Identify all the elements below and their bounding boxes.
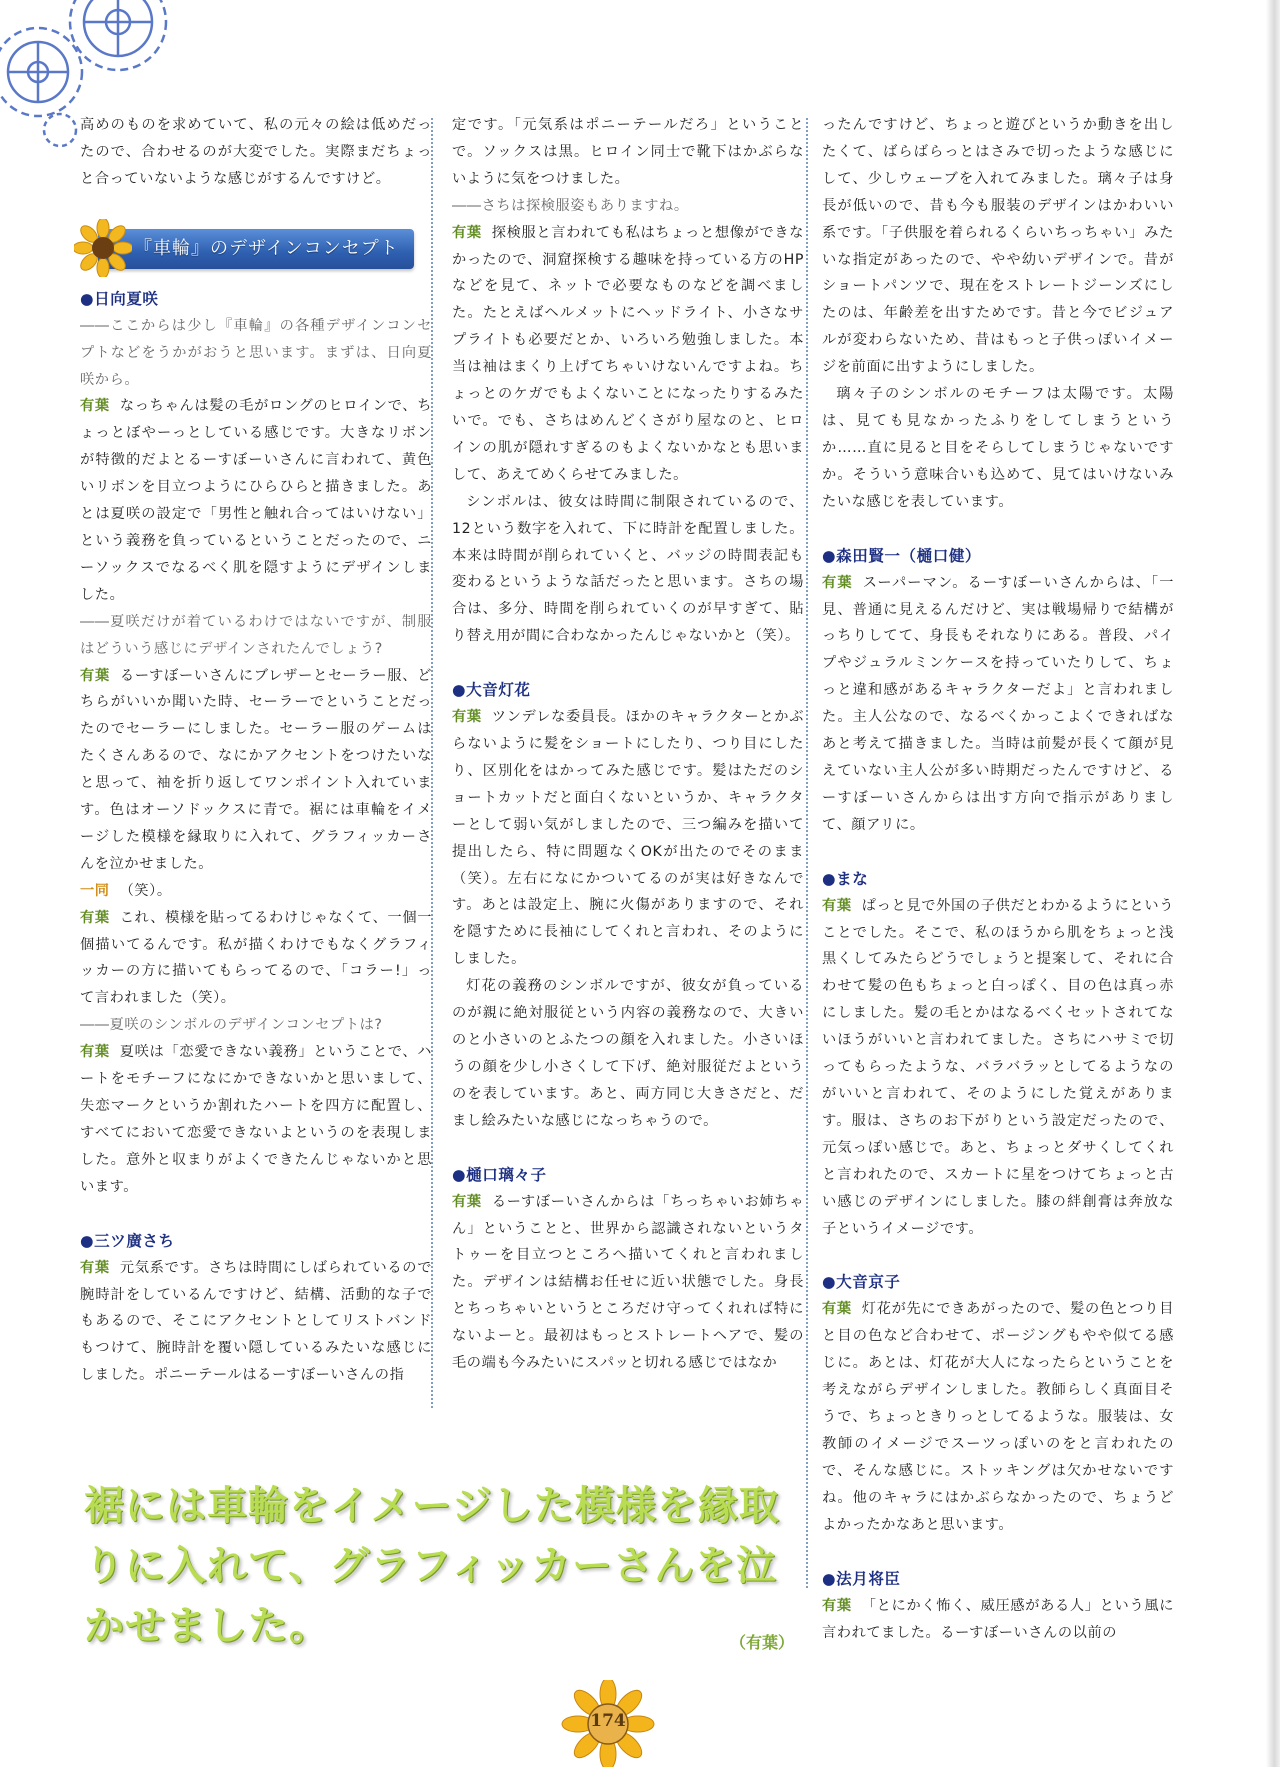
character-heading: ●森田賢一（樋口健） — [822, 546, 982, 565]
interviewer-question: ――さちは探検服姿もありますね。 — [452, 197, 689, 214]
section-title: 『車輪』のデザインコンセプト — [134, 237, 399, 259]
speaker-label: 一同 — [80, 882, 110, 899]
answer-paragraph: 定です。「元気系はポニーテールだろ」ということで。ソックスは黒。ヒロイン同士で靴下はかぶらないように気をつけました。 — [452, 117, 804, 187]
interviewer-question: ――夏咲のシンボルのデザインコンセプトは? — [80, 1017, 383, 1034]
speaker-label: 有葉 — [822, 574, 853, 591]
body-paragraph: シンボルは、彼女は時間に制限されているので、12という数字を入れて、下に時計を配置しました。本来は時間が削られていくと、バッジの時間表記も変わるというような話だったと思います。さちの場合は、多分、時間を削られていくのが早すぎて、貼り替え用が間に合わなかったんじゃないかと（笑）。 — [452, 493, 804, 645]
speaker-label: 有葉 — [822, 897, 852, 914]
speaker-label: 有葉 — [80, 1259, 110, 1276]
column-1 — [80, 112, 432, 1389]
answer-paragraph: 有葉 灯花が先にできあがったので、髪の色とつり目と目の色など合わせて、ポージングもやや似てる感じに。あとは、灯花が大人になったらということを考えながらデザインしました。教師らしく真面目そうで、ちょっときりっとしてるような。服装は、女教師のイメージでスーツっぽいのをと言われたので、そんな感じに。ストッキングは欠かせないですね。他のキャラにはかぶらなかったので、ちょうどよかったかなあと思います。 — [822, 1301, 1174, 1533]
page-edge — [1266, 0, 1280, 1767]
answer-paragraph: 一同 （笑）。 — [80, 882, 172, 899]
interviewer-question: ――夏咲だけが着ているわけではないですが、制服はどういう感じにデザインされたんでしょう? — [80, 613, 432, 657]
speaker-label: 有葉 — [80, 398, 110, 415]
answer-paragraph: 有葉 なっちゃんは髪の毛がロングのヒロインで、ちょっとぼやーっとしている感じです。大きなリボンが特徴的だよとるーすぼーいさんに言われて、黄色いリボンを目立つようにひらひらと描きました。あとは夏咲の設定で「男性と触れ合ってはいけない」という義務を負っているということだったので、ニーソックスでなるべく肌を隠すようにデザインしました。 — [80, 398, 433, 603]
speaker-label: 有葉 — [452, 224, 482, 241]
interviewer-question: ――ここからは少し『車輪』の各種デザインコンセプトなどをうかがおうと思います。まずは、日向夏咲から。 — [80, 317, 432, 388]
character-heading: ●まな — [822, 869, 869, 888]
pull-quote-speaker: （有葉） — [730, 1633, 795, 1652]
character-heading: ●法月将臣 — [822, 1569, 901, 1588]
page-number: 174 — [590, 1711, 626, 1731]
character-heading: ●樋口璃々子 — [452, 1165, 547, 1184]
answer-paragraph: 有葉 これ、模様を貼ってるわけじゃなくて、一個一個描いてるんです。私が描くわけでもなくグラフィッカーの方に描いてもらってるので、「コラー!」って言われました（笑）。 — [80, 909, 433, 1007]
speaker-label: 有葉 — [822, 1597, 852, 1614]
column-divider — [806, 118, 808, 1588]
answer-paragraph: ったんですけど、ちょっと遊びというか動きを出したくて、ばらばらっとはさみで切ったような感じにして、少しウェーブを入れてみました。璃々子は身長が低いので、昔も今も服装のデザインはかわいい系です。「子供服を着られるくらいちっちゃい」みたいな指定があったので、やや幼いデザインで。昔がショートパンツで、現在をストレートジーンズにしたのは、年齢差を出すためです。昔と今でビジュアルが変わらないため、昔はもっと子供っぽいイメージを前面に出すようにしました。 — [822, 117, 1174, 376]
speaker-label: 有葉 — [452, 709, 482, 726]
answer-paragraph: 有葉 探検服と言われても私はちょっと想像ができなかったので、洞窟探検する趣味を持っている方のHPなどを見て、ネットで必要なものなどを調べました。たとえばヘルメットにヘッドライト、小さなサプライトも必要だとか、いろいろ勉強しました。本当は袖はまくり上げてちゃいけないんですよね。ちょっとのケガでもよくないことになったりするみたいで。でも、さちはめんどくさがり屋なのと、ヒロインの肌が隠れすぎるのもよくないかなとも思いまして、あえてめくらせてみました。 — [452, 224, 804, 483]
answer-paragraph: 有葉 「とにかく怖く、威圧感がある人」という風に言われてました。るーすぼーいさんの以前の — [822, 1597, 1174, 1641]
speaker-label: 有葉 — [80, 909, 110, 926]
section-banner — [74, 219, 414, 275]
answer-paragraph: 有葉 夏咲は「恋愛できない義務」ということで、ハートをモチーフになにかできないかと思いまして、失恋マークというか割れたハートを四方に配置し、すべてにおいて恋愛できないよというのを表現しました。意外と収まりがよくできたんじゃないかと思います。 — [80, 1044, 432, 1195]
speaker-label: 有葉 — [822, 1301, 852, 1318]
pull-quote: 裾には車輪をイメージした模様を縁取りに入れて、グラフィッカーさんを泣かせました。 — [84, 1483, 780, 1649]
body-paragraph: 璃々子のシンボルのモチーフは太陽です。太陽は、見ても見なかったふりをしてしまうというか……直に見ると目をそらしてしまうじゃないですか。そういう意味合いも込めて、見てはいけないみたいな感じを表しています。 — [822, 386, 1174, 510]
character-heading: ●日向夏咲 — [80, 289, 159, 308]
answer-paragraph: 有葉 るーすぼーいさんからは「ちっちゃいお姉ちゃん」ということと、世界から認識されないというタトゥーを目立つところへ描いてくれと言われました。デザインは結構お任せに近い状態でした。身長とちっちゃいというところだけ守ってくれれば特にないよーと。最初はもっとストレートヘアで、髪の毛の端も今みたいにスパッと切れる感じではなか — [452, 1193, 804, 1372]
speaker-label: 有葉 — [452, 1193, 482, 1210]
intro-paragraph: 高めのものを求めていて、私の元々の絵は低めだったので、合わせるのが大変でした。実際まだちょっと合っていないような感じがするんですけど。 — [80, 117, 432, 187]
column-3 — [822, 112, 1174, 1646]
character-heading: ●大音灯花 — [452, 681, 531, 700]
body-paragraph: 灯花の義務のシンボルですが、彼女が負っているのが親に絶対服従という内容の義務なので、大きいのと小さいのとふたつの顔を入れました。小さいほうの顔を少し小さくして下げ、絶対服従だよというのを表しています。あと、両方同じ大きさだと、だまし絵みたいな感じになっちゃうので。 — [452, 978, 804, 1129]
answer-paragraph: 有葉 るーすぼーいさんにブレザーとセーラー服、どちらがいいか聞いた時、セーラーでということだったのでセーラーにしました。セーラー服のゲームはたくさんあるので、なにかアクセントをつけたいなと思って、袖を折り返してワンポイント入れています。色はオーソドックスに青で。裾には車輪をイメージした模様を縁取りに入れて、グラフィッカーさんを泣かせました。 — [80, 667, 432, 872]
answer-paragraph: 有葉 スーパーマン。るーすぼーいさんからは、「一見、普通に見えるんだけど、実は戦場帰りで結構がっちりしてて、身長もそれなりにある。普段、パイプやジュラルミンケースを持っていたりして、ちょっと違和感があるキャラクターだよ」と言われました。主人公なので、なるべくかっこよくできればなあと考えて描きました。当時は前髪が長くて顔が見えていない主人公が多い時期だったんですけど、るーすぼーいさんからは出す方向で指示がありまして、顔アリに。 — [822, 574, 1174, 833]
sunflower-icon — [74, 219, 132, 277]
character-heading: ●三ツ廣さち — [80, 1231, 175, 1250]
speaker-label: 有葉 — [80, 667, 110, 684]
answer-paragraph: 有葉 ツンデレな委員長。ほかのキャラクターとかぶらないように髪をショートにしたり、つり目にしたり、区別化をはかってみた感じです。髪はただのショートカットだと面白くないというか、キャラクターとして弱い気がしましたので、三つ編みを描いて提出したら、特に問題なくOKが出たのでそのまま（笑）。左右になにかついてるのが実は好きなんです。あとは設定上、腕に火傷がありますので、それを隠すために長袖にしてくれと言われ、そのようにしました。 — [452, 709, 804, 968]
column-2 — [452, 112, 804, 1377]
answer-paragraph: 有葉 元気系です。さちは時間にしばられているので腕時計をしているんですけど、結構、活動的な子でもあるので、そこにアクセントとしてリストバンドもつけて、腕時計を覆い隠しているみたいな感じにしました。ポニーテールはるーすぼーいさんの指 — [80, 1259, 433, 1384]
answer-paragraph: 有葉 ぱっと見で外国の子供だとわかるようにということでした。そこで、私のほうから肌をちょっと浅黒くしてみたらどうでしょうと提案して、それに合わせて髪の色もちょっと白っぽく、目の色は真っ赤にしました。髪の毛とかはなるべくセットされてないほうがいいと言われてました。さちにハサミで切ってもらったような、バラバラッとしてるようなのがいいと言われて、そのようにした覚えがあります。服は、さちのお下がりという設定だったので、元気っぽい感じで。あと、ちょっとダサくしてくれと言われたので、スカートに星をつけてちょっと古い感じのデザインにしました。膝の絆創膏は奔放な子というイメージです。 — [822, 897, 1174, 1237]
speaker-label: 有葉 — [80, 1044, 110, 1061]
character-heading: ●大音京子 — [822, 1273, 901, 1292]
